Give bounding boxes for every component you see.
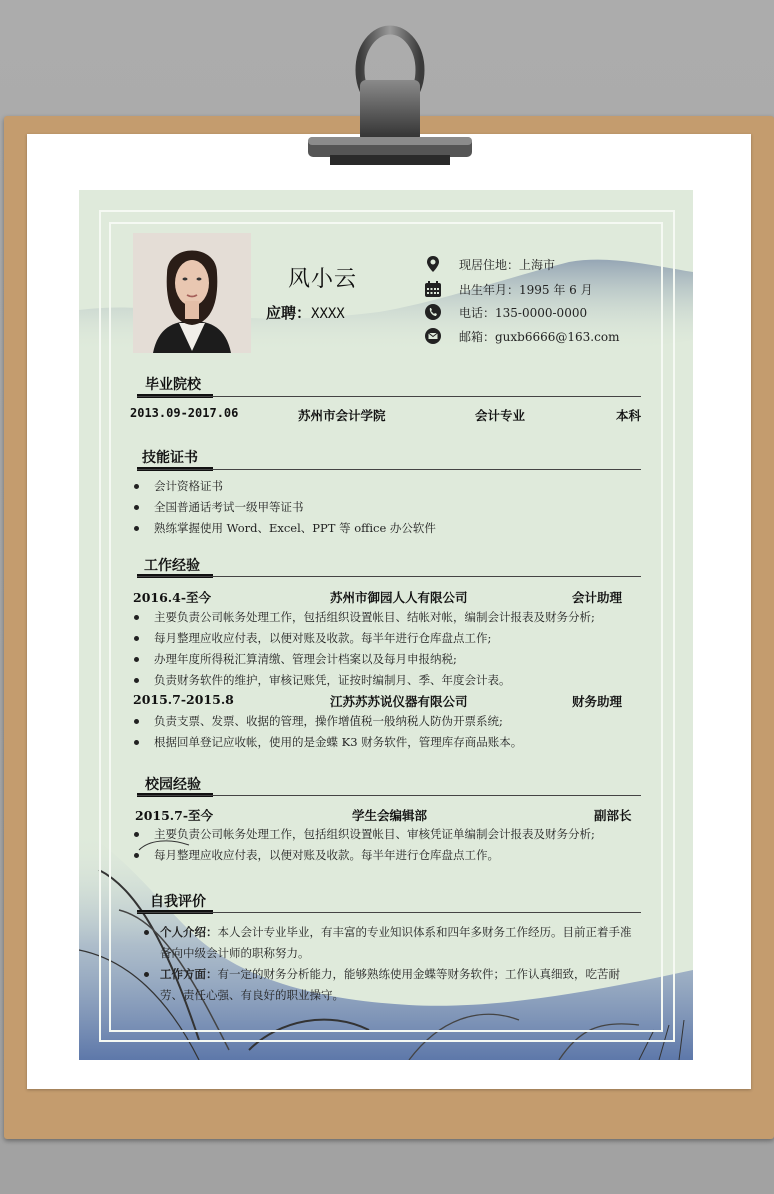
list-item: 主要负责公司帐务处理工作，包括组织设置帐目、结帐对帐，编制会计报表及财务分析; — [134, 609, 595, 625]
list-item: 每月整理应收应付表，以便对账及收款。每半年进行仓库盘点工作; — [134, 630, 491, 646]
list-item: 办理年度所得税汇算清缴、管理会计档案以及每月申报纳税; — [134, 651, 457, 667]
job-period: 2016.4-至今 — [133, 590, 212, 605]
mail-icon — [424, 327, 442, 345]
birth-text: 出生年月：1995 年 6 月 — [459, 282, 593, 297]
list-item: 负责财务软件的维护，审核记账凭，证按时编制月、季、年度会计表。 — [134, 672, 511, 688]
job-role: 财务助理 — [572, 694, 623, 709]
info-email — [424, 327, 619, 345]
self-work — [160, 964, 642, 1006]
edu-degree: 本科 — [616, 408, 642, 423]
section-divider — [137, 912, 641, 913]
campus-period: 2015.7-至今 — [135, 808, 214, 823]
info-residence — [424, 255, 555, 273]
phone-text: 电话：135-0000-0000 — [459, 305, 588, 320]
section-divider — [137, 469, 641, 470]
phone-icon — [424, 303, 442, 321]
edu-major: 会计专业 — [475, 408, 526, 423]
job-company: 江苏苏苏说仪器有限公司 — [330, 694, 468, 709]
list-item: 负责支票、发票、收据的管理，操作增值税一般纳税人防伪开票系统; — [134, 713, 503, 729]
section-divider — [137, 396, 641, 397]
email-text: 邮箱：guxb6666@163.com — [459, 329, 620, 344]
section-title-self: 自我评价 — [150, 894, 206, 910]
section-title-education: 毕业院校 — [145, 377, 201, 393]
apply-label: 应聘： — [266, 304, 312, 322]
location-pin-icon — [424, 255, 442, 273]
work-text: 有一定的财务分析能力，能够熟练使用金蝶等财务软件；工作认真细致，吃苦耐劳、责任心强、有良好的职业操守。 — [160, 967, 620, 1002]
binder-clip-icon — [300, 25, 476, 175]
edu-period: 2013.09-2017.06 — [130, 406, 239, 420]
self-intro — [160, 922, 642, 964]
calendar-icon — [424, 280, 442, 298]
info-phone — [424, 303, 587, 321]
section-divider — [137, 795, 641, 796]
apply-position — [266, 302, 345, 323]
campus-role: 副部长 — [594, 808, 632, 823]
info-birth — [424, 280, 593, 298]
section-title-skills: 技能证书 — [142, 450, 198, 466]
section-title-campus: 校园经验 — [145, 777, 201, 793]
intro-text: 本人会计专业毕业，有丰富的专业知识体系和四年多财务工作经历。目前正着手准 备向中级会计师的职称努力。 — [160, 925, 643, 960]
list-item: 根据回单登记应收帐，使用的是金蝶 K3 财务软件，管理库存商品账本。 — [134, 734, 522, 750]
section-title-work: 工作经验 — [144, 558, 200, 574]
apply-value: XXXX — [311, 306, 345, 322]
section-divider — [137, 576, 641, 577]
residence-text: 现居住地：上海市 — [459, 257, 556, 272]
job-period: 2015.7-2015.8 — [133, 692, 234, 707]
job-company: 苏州市御园人人有限公司 — [330, 590, 468, 605]
list-item: 会计资格证书 — [134, 478, 223, 494]
list-item: 熟练掌握使用 Word、Excel、PPT 等 office 办公软件 — [134, 520, 436, 536]
profile-photo — [133, 233, 251, 353]
intro-label: 个人介绍： — [160, 925, 218, 939]
edu-school: 苏州市会计学院 — [298, 408, 386, 423]
list-item: 每月整理应收应付表，以便对账及收款。每半年进行仓库盘点工作。 — [134, 847, 499, 863]
work-label: 工作方面： — [160, 967, 218, 981]
candidate-name: 风小云 — [288, 267, 358, 292]
list-item: 全国普通话考试一级甲等证书 — [134, 499, 304, 515]
job-role: 会计助理 — [572, 590, 623, 605]
list-item: 主要负责公司帐务处理工作，包括组织设置帐目、审核凭证单编制会计报表及财务分析; — [134, 826, 595, 842]
campus-org: 学生会编辑部 — [352, 808, 428, 823]
